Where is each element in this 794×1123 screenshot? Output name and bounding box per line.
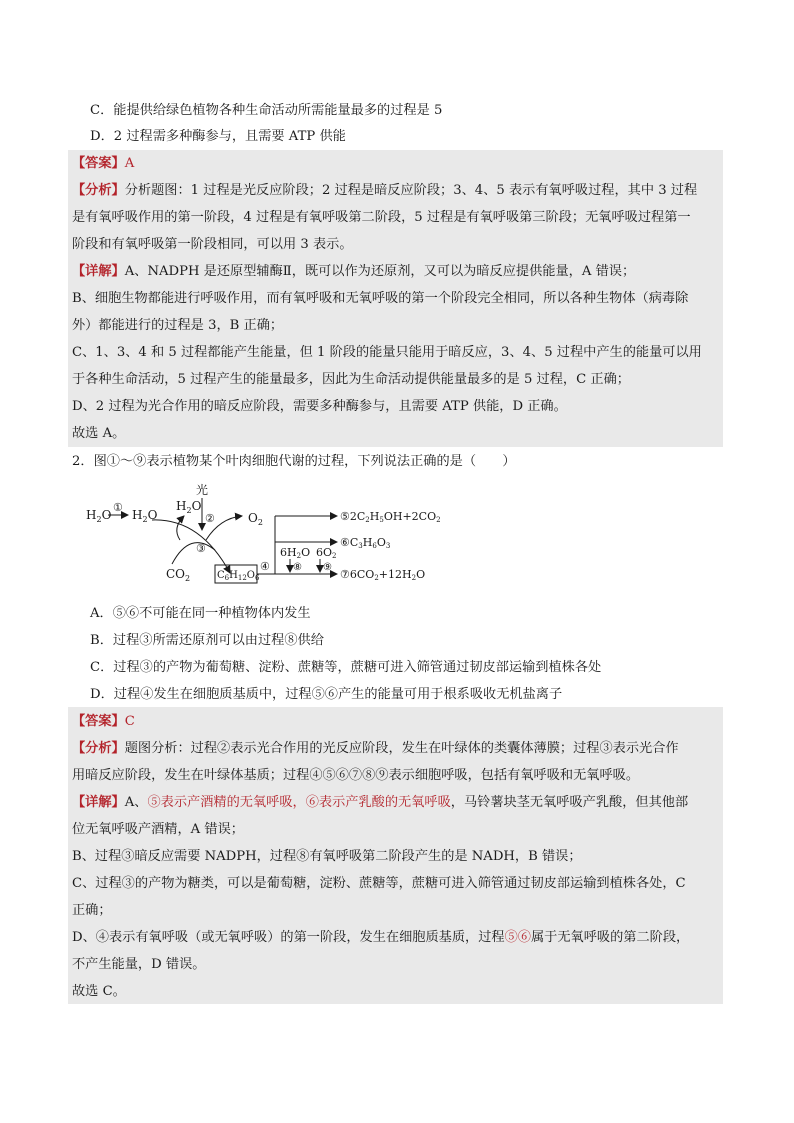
analysis-q1-line-1: 【分析】分析题图：1 过程是光反应阶段；2 过程是暗反应阶段；3、4、5 表示有氧呼吸过程，其中 3 过程 bbox=[72, 183, 698, 198]
detail-q2-line-7: 不产生能量，D 错误。 bbox=[72, 957, 206, 972]
answer-q2 bbox=[72, 712, 135, 732]
detail-q2-line-6: D、④表示有氧呼吸（或无氧呼吸）的第一阶段，发生在细胞质基质，过程⑤⑥属于无氧呼吸的第二阶段， bbox=[72, 930, 690, 945]
glucose-label: $C_6H_{12}O_6$ bbox=[217, 570, 260, 582]
q2-option-b: B．过程③所需还原剂可以由过程⑧供给 bbox=[90, 633, 324, 648]
h2o-right-label: $H_2O$ bbox=[132, 508, 158, 524]
detail-q1-line-1: 【详解】A、NADPH 是还原型辅酶Ⅱ，既可以作为还原剂，又可以为暗反应提供能量，A 错误； bbox=[72, 264, 636, 279]
detail-q1-line-5: 于各种生命活动，5 过程产生的能量最多，因此为生命活动提供能量最多的是 5 过程，C 正确； bbox=[72, 372, 630, 387]
label-3: ③ bbox=[196, 542, 206, 555]
detail-tag: 【详解】 bbox=[72, 795, 125, 810]
label-2: ② bbox=[205, 512, 215, 525]
answer-q1 bbox=[72, 154, 134, 174]
analysis-q2-line-2: 用暗反应阶段，发生在叶绿体基质；过程④⑤⑥⑦⑧⑨表示细胞呼吸，包括有氧呼吸和无氧呼吸。 bbox=[72, 768, 640, 783]
analysis-tag: 【分析】 bbox=[72, 183, 125, 198]
product-5: ⑤2C2H5OH+2CO2 bbox=[340, 510, 441, 524]
answer-value: A bbox=[124, 156, 135, 171]
detail-q1-line-4: C、1、3、4 和 5 过程都能产生能量，但 1 阶段的能量只能用于暗反应，3、4、5 过程中产生的能量可以用 bbox=[72, 345, 702, 360]
answer-tag: 【答案】 bbox=[72, 714, 125, 729]
arrow-co2 bbox=[172, 543, 215, 564]
o2-label: $O_2$ bbox=[248, 511, 263, 527]
detail-q2-line-5: 正确； bbox=[72, 903, 112, 918]
detail-q2-line-4: C、过程③的产物为糖类，可以是葡萄糖，淀粉、蔗糖等，蔗糖可进入筛管通过韧皮部运输到植株各处，C bbox=[72, 876, 686, 891]
option-d-prev: D．2 过程需多种酶参与，且需要 ATP 供能 bbox=[90, 129, 346, 144]
label-4: ④ bbox=[260, 560, 270, 573]
analysis-q1-line-2: 是有氧呼吸作用的第一阶段，4 过程是有氧呼吸第二阶段，5 过程是有氧呼吸第三阶段；无氧呼吸过程第一 bbox=[72, 210, 691, 225]
q2-option-d: D．过程④发生在细胞质基质中，过程⑤⑥产生的能量可用于根系吸收无机盐离子 bbox=[90, 687, 563, 702]
q2-option-a: A．⑤⑥不可能在同一种植物体内发生 bbox=[90, 606, 311, 621]
analysis-tag: 【分析】 bbox=[72, 741, 125, 756]
detail-q1-line-2: B、细胞生物都能进行呼吸作用，而有氧呼吸和无氧呼吸的第一个阶段完全相同，所以各种生物体（病毒除 bbox=[72, 291, 689, 306]
question-2-stem: 2．图①～⑨表示植物某个叶肉细胞代谢的过程，下列说法正确的是（ ） bbox=[72, 454, 516, 469]
detail-q2-line-1: 【详解】A、⑤表示产酒精的无氧呼吸，⑥表示产乳酸的无氧呼吸，马铃薯块茎无氧呼吸产乳酸，但其他部 bbox=[72, 795, 689, 810]
analysis-q2-line-1: 【分析】题图分析：过程②表示光合作用的光反应阶段，发生在叶绿体的类囊体薄膜；过程③表示光合作 bbox=[72, 741, 679, 756]
detail-q1-line-7: 故选 A。 bbox=[72, 426, 126, 441]
detail-q2-line-2: 位无氧呼吸产酒精，A 错误； bbox=[72, 822, 244, 837]
co2-label: $CO_2$ bbox=[166, 567, 191, 583]
light-label: 光 bbox=[196, 483, 209, 497]
label-9: ⑨ bbox=[323, 562, 332, 573]
analysis-q1-line-3: 阶段和有氧呼吸第一阶段相同，可以用 3 表示。 bbox=[72, 237, 353, 252]
detail-q1-line-6: D、2 过程为光合作用的暗反应阶段，需要多种酶参与，且需要 ATP 供能，D 正确。 bbox=[72, 399, 567, 414]
label-1: ① bbox=[113, 501, 123, 514]
six-o2-label: 6O2 bbox=[316, 546, 337, 560]
answer-value: C bbox=[124, 714, 135, 729]
option-c-prev: C．能提供给绿色植物各种生命活动所需能量最多的过程是 5 bbox=[90, 103, 443, 118]
detail-q1-line-3: 外）都能进行的过程是 3，B 正确； bbox=[72, 318, 284, 333]
label-8: ⑧ bbox=[293, 562, 302, 573]
metabolism-diagram bbox=[80, 478, 480, 590]
h2o-top-label: $H_2O$ bbox=[176, 499, 202, 515]
h2o-left-label: $H_2O$ bbox=[86, 508, 112, 524]
detail-q2-line-3: B、过程③暗反应需要 NADPH，过程⑧有氧呼吸第二阶段产生的是 NADH，B 错误； bbox=[72, 849, 582, 864]
answer-tag: 【答案】 bbox=[72, 156, 125, 171]
q2-option-c: C．过程③的产物为葡萄糖、淀粉、蔗糖等，蔗糖可进入筛管通过韧皮部运输到植株各处 bbox=[90, 660, 602, 675]
detail-q2-line-8: 故选 C。 bbox=[72, 984, 126, 999]
arrow-water-up bbox=[177, 516, 184, 540]
product-7: ⑦6CO2+12H2O bbox=[340, 568, 426, 582]
six-h2o-label: 6H2O bbox=[280, 546, 311, 560]
product-6: ⑥C3H6O3 bbox=[340, 536, 391, 550]
detail-tag: 【详解】 bbox=[72, 264, 125, 279]
